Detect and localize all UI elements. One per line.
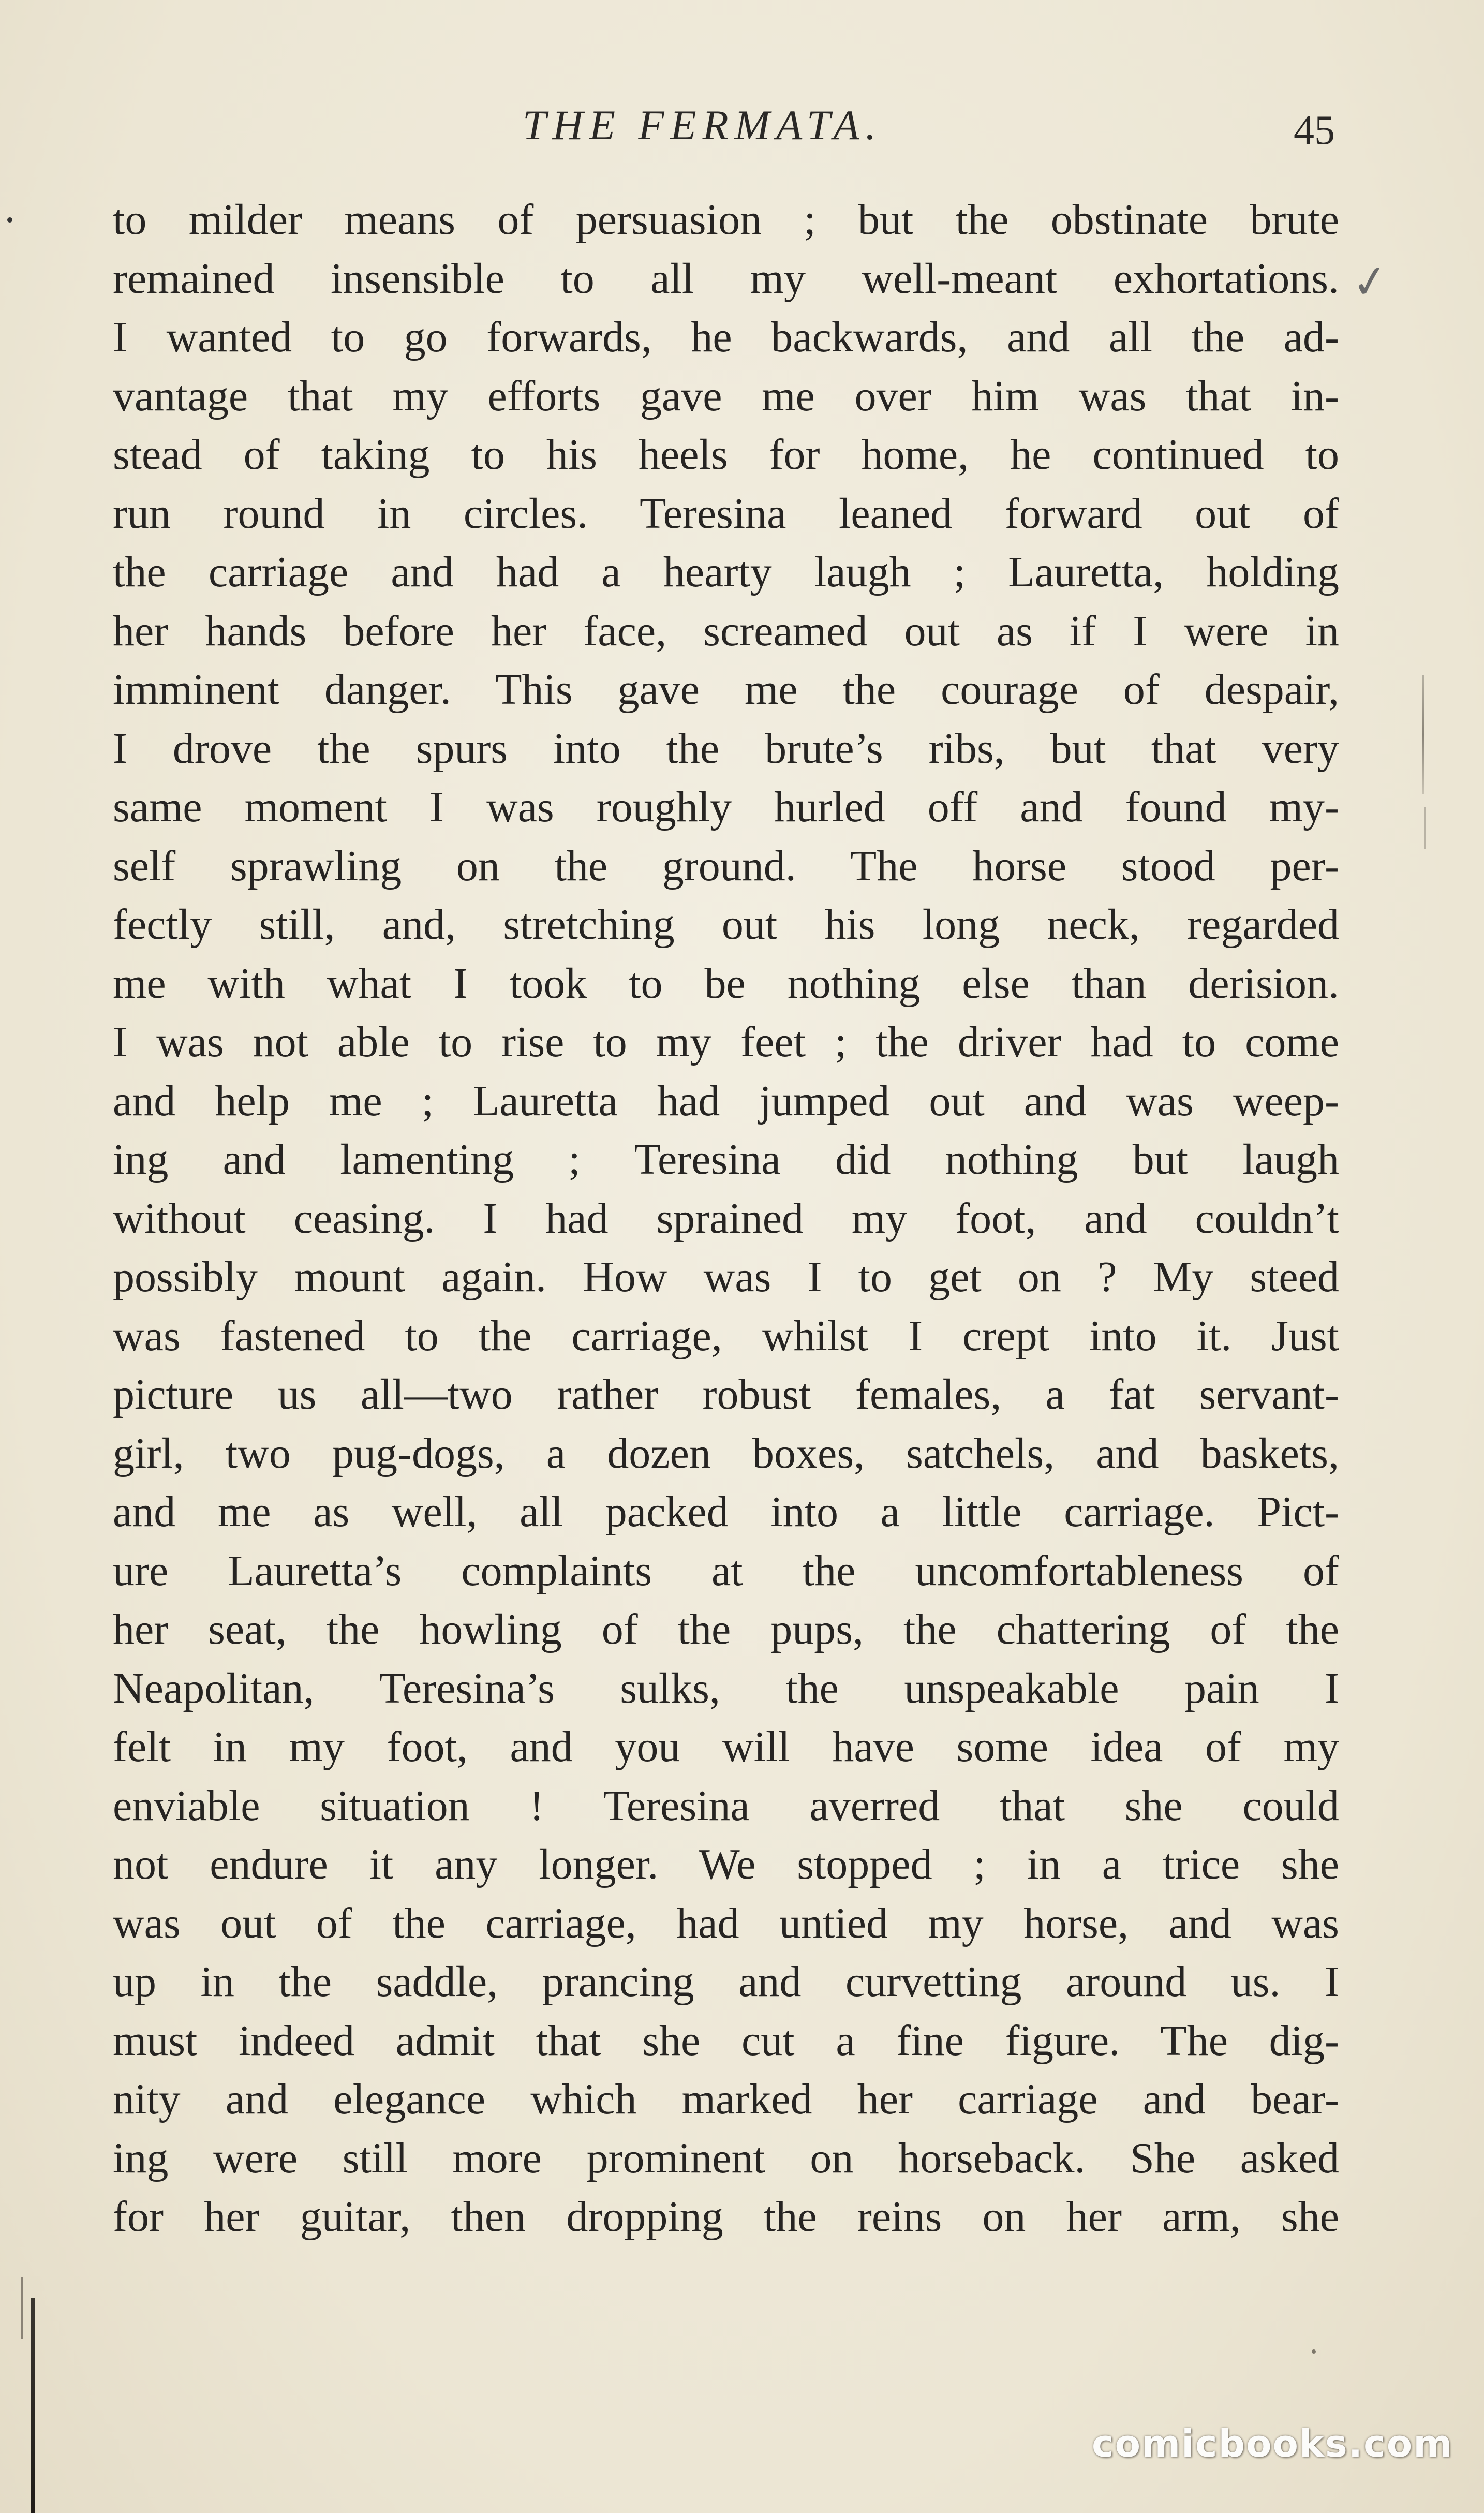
text-line: remained insensible to all my well-meant exhortations. bbox=[113, 254, 1339, 303]
text-line: girl, two pug-dogs, a dozen boxes, satchels, and baskets, bbox=[113, 1429, 1339, 1477]
text-line: self sprawling on the ground. The horse stood per- bbox=[113, 841, 1339, 890]
text-line: vantage that my efforts gave me over him was that in- bbox=[113, 372, 1339, 420]
text-line: fectly still, and, stretching out his long neck, regarded bbox=[113, 900, 1339, 949]
text-line: stead of taking to his heels for home, he continued to bbox=[113, 431, 1339, 479]
text-line: and me as well, all packed into a little carriage. Pict- bbox=[113, 1488, 1339, 1536]
paper-speck bbox=[1312, 2349, 1316, 2354]
text-line: ing were still more prominent on horseback. She asked bbox=[113, 2134, 1339, 2182]
watermark: comicbooks.com bbox=[1092, 2422, 1453, 2465]
text-line: was fastened to the carriage, whilst I crept into it. Just bbox=[113, 1311, 1339, 1360]
text-line: me with what I took to be nothing else than derision. bbox=[113, 959, 1339, 1008]
text-line: felt in my foot, and you will have some idea of my bbox=[113, 1723, 1339, 1771]
pencil-margin-line-lower bbox=[1424, 807, 1426, 849]
running-title: THE FERMATA. bbox=[523, 101, 883, 149]
text-line: must indeed admit that she cut a fine figure. The dig- bbox=[113, 2016, 1339, 2065]
binding-edge-mark bbox=[21, 2277, 23, 2339]
text-line: was out of the carriage, had untied my horse, and was bbox=[113, 1899, 1339, 1947]
text-line: I was not able to rise to my feet ; the driver had to come bbox=[113, 1018, 1339, 1066]
text-line: ing and lamenting ; Teresina did nothing but laugh bbox=[113, 1135, 1339, 1184]
text-line: her hands before her face, screamed out as if I were in bbox=[113, 607, 1339, 655]
running-head bbox=[0, 96, 1484, 158]
text-line: possibly mount again. How was I to get on ? My steed bbox=[113, 1253, 1339, 1301]
text-line: the carriage and had a hearty laugh ; Lauretta, holding bbox=[113, 548, 1339, 596]
pencil-margin-line bbox=[1422, 675, 1424, 794]
text-line: her seat, the howling of the pups, the chattering of the bbox=[113, 1605, 1339, 1653]
text-line: not endure it any longer. We stopped ; in a trice she bbox=[113, 1840, 1339, 1888]
text-line: ure Lauretta’s complaints at the uncomfortableness of bbox=[113, 1546, 1339, 1595]
text-line: without ceasing. I had sprained my foot, and couldn’t bbox=[113, 1194, 1339, 1243]
text-line: run round in circles. Teresina leaned forward out of bbox=[113, 489, 1339, 538]
page-number: 45 bbox=[1294, 108, 1335, 153]
text-line: imminent danger. This gave me the courage of despair, bbox=[113, 666, 1339, 714]
text-line: same moment I was roughly hurled off and found my- bbox=[113, 783, 1339, 831]
text-line: I wanted to go forwards, he backwards, and all the ad- bbox=[113, 313, 1339, 361]
text-line: and help me ; Lauretta had jumped out and was weep- bbox=[113, 1076, 1339, 1125]
body-text bbox=[113, 190, 1339, 2246]
pencil-check-mark-icon: ✓ bbox=[1348, 254, 1392, 311]
text-line: enviable situation ! Teresina averred that she could bbox=[113, 1781, 1339, 1830]
binding-edge-shadow bbox=[31, 2298, 35, 2513]
text-line: for her guitar, then dropping the reins on her arm, she bbox=[113, 2193, 1339, 2241]
text-line: I drove the spurs into the brute’s ribs, but that very bbox=[113, 724, 1339, 773]
text-line: nity and elegance which marked her carriage and bear- bbox=[113, 2075, 1339, 2123]
margin-dot bbox=[7, 217, 12, 223]
text-line: picture us all—two rather robust females, a fat servant- bbox=[113, 1370, 1339, 1418]
text-line: Neapolitan, Teresina’s sulks, the unspeakable pain I bbox=[113, 1664, 1339, 1712]
text-line: to milder means of persuasion ; but the obstinate brute bbox=[113, 196, 1339, 244]
text-line: up in the saddle, prancing and curvetting around us. I bbox=[113, 1958, 1339, 2006]
